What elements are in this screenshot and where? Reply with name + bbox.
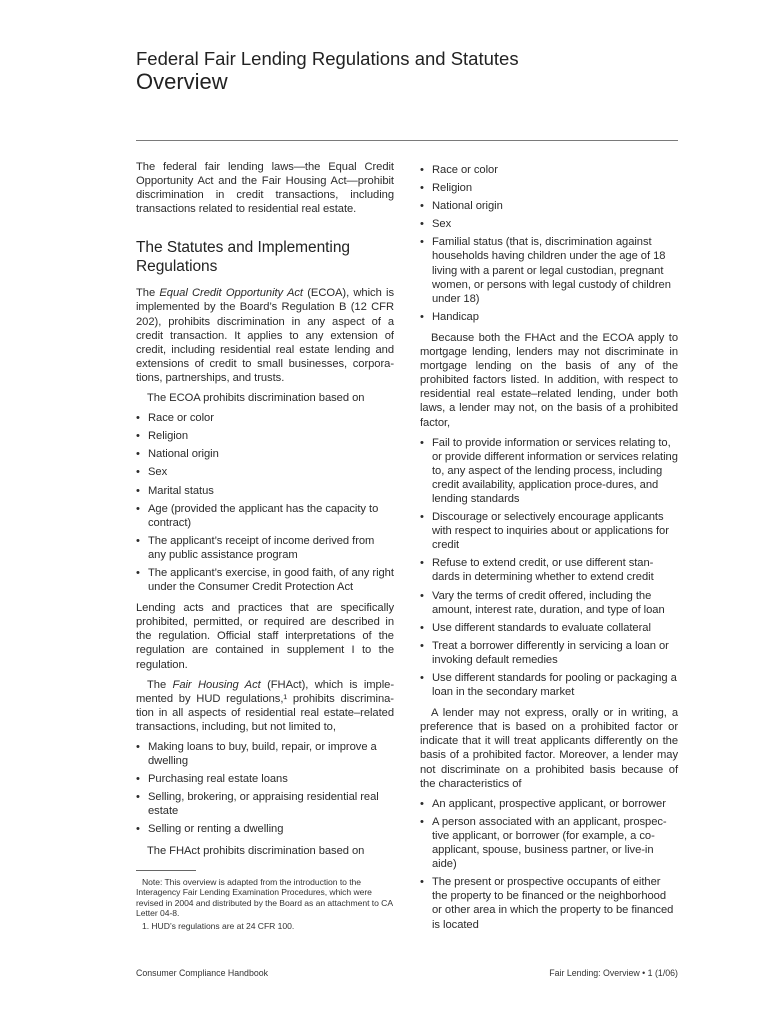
list-item: • Use different standards to evaluate collateral — [420, 621, 678, 635]
list-item: • Refuse to extend credit, or use different stan-dards in determining whether to extend credit — [420, 556, 678, 584]
ecoa-bases-list — [136, 411, 394, 594]
header-divider — [136, 140, 678, 141]
ecoa-post: (ECOA), which is implemented by the Board’s Regulation B (12 CFR 202), prohibits discrimination in any aspect of a credit transaction. It applies to any extension of credit, including residential real estate lending and extensions of credit to small businesses, corpora-tions, partnerships, and trusts. — [136, 287, 394, 384]
both-apply-paragraph: Because both the FHAct and the ECOA apply to mortgage lending, lenders may not discriminate in mortgage lending on the basis of any of the prohibited factors listed. In addition, with respect to residential real estate–related lending, under both laws, a lender may not, on the basis of a prohibited factor, — [420, 331, 678, 429]
fhact-bases-list — [420, 163, 678, 324]
list-item: • Religion — [136, 429, 394, 443]
fhact-pre: The — [147, 678, 173, 691]
list-item: • Race or color — [136, 411, 394, 425]
footnote-1: 1. HUD’s regulations are at 24 CFR 100. — [142, 920, 295, 931]
ecoa-pre: The — [136, 287, 160, 300]
preference-paragraph: A lender may not express, orally or in writing, a preference that is based on a prohibited factor or indicate that it will treat applicants differently on the basis of a prohibited factor. Moreover, a lender may not discriminate on a prohibited basis because of the characteristics of — [420, 707, 678, 790]
document-kicker: Federal Fair Lending Regulations and Statutes — [136, 48, 519, 69]
ecoa-paragraph — [136, 286, 394, 385]
list-item: • Selling, brokering, or appraising residential real estate — [136, 790, 394, 818]
left-column — [136, 160, 394, 933]
list-item: • Race or color — [420, 163, 678, 177]
list-item: • Age (provided the applicant has the capacity to contract) — [136, 502, 394, 530]
prohibited-acts-list — [420, 436, 678, 700]
list-item: • The present or prospective occupants of either the property to be financed or the neighborhood or other area in which the property to be financed is located — [420, 875, 678, 931]
list-item: • A person associated with an applicant, prospec-tive applicant, or borrower (for example, a co-applicant, spouse, business partner, or live-in aide) — [420, 815, 678, 871]
ecoa-lead: The ECOA prohibits discrimination based on — [147, 392, 365, 405]
list-item: • Familial status (that is, discrimination against households having children under the age of 18 living with a parent or legal custodian, pregnant women, or persons with legal custody of children under 18) — [420, 235, 678, 305]
list-item: • Making loans to buy, build, repair, or improve a dwelling — [136, 740, 394, 768]
footnote-note: Note: This overview is adapted from the introduction to the Interagency Fair Lending Examination Procedures, which were revised in 2004 and distributed by the Board as an attachment to CA Letter 04-8. — [136, 876, 393, 919]
fhact-transactions-list — [136, 740, 394, 837]
list-item: • Purchasing real estate loans — [136, 772, 394, 786]
fhact-lead: The FHAct prohibits discrimination based on — [147, 844, 365, 857]
lending-acts-paragraph: Lending acts and practices that are specifically prohibited, permitted, or required are described in the regulation. Official staff interpretations of the regulation are contained in supplement I to the regulation. — [136, 602, 394, 671]
characteristics-list — [420, 797, 678, 932]
footnote-divider — [136, 870, 196, 871]
list-item: • An applicant, prospective applicant, or borrower — [420, 797, 678, 811]
list-item: • Vary the terms of credit offered, including the amount, interest rate, duration, and type of loan — [420, 589, 678, 617]
list-item: • Handicap — [420, 310, 678, 324]
list-item: • The applicant’s receipt of income derived from any public assistance program — [136, 534, 394, 562]
right-column — [420, 163, 678, 939]
footer-handbook-title: Consumer Compliance Handbook — [136, 968, 269, 978]
fhact-post: (FHAct), which is imple-mented by HUD regulations,¹ prohibits discrimina-tion in all aspects of residential real estate–related transactions, including, but not limited to, — [136, 678, 394, 733]
list-item: • National origin — [420, 199, 678, 213]
list-item: • Discourage or selectively encourage applicants with respect to inquiries about or applications for credit — [420, 510, 678, 552]
list-item: • Treat a borrower differently in servicing a loan or invoking default remedies — [420, 639, 678, 667]
footnotes — [136, 877, 394, 932]
list-item: • National origin — [136, 447, 394, 461]
list-item: • The applicant’s exercise, in good faith, of any right under the Consumer Credit Protection Act — [136, 566, 394, 594]
section-heading: The Statutes and Implementing Regulations — [136, 239, 350, 276]
page-title: Overview — [136, 69, 228, 94]
footer-page-number: Fair Lending: Overview • 1 (1/06) — [549, 968, 678, 978]
list-item: • Marital status — [136, 484, 394, 498]
list-item: • Selling or renting a dwelling — [136, 822, 394, 836]
list-item: • Fail to provide information or services relating to, or provide different information or services relating to, any aspect of the lending process, including credit availability, application proce-dures, and lending standards — [420, 436, 678, 506]
list-item: • Sex — [420, 217, 678, 231]
fhact-name: Fair Housing Act — [172, 678, 261, 691]
page-header — [136, 48, 681, 95]
fhact-paragraph — [136, 678, 394, 734]
list-item: • Use different standards for pooling or packaging a loan in the secondary market — [420, 671, 678, 699]
list-item: • Sex — [136, 465, 394, 479]
ecoa-name: Equal Credit Opportunity Act — [159, 287, 303, 300]
list-item: • Religion — [420, 181, 678, 195]
intro-paragraph: The federal fair lending laws—the Equal Credit Opportunity Act and the Fair Housing Act—prohibit discrimination in credit transactions, including transactions related to residential real estate. — [136, 161, 394, 216]
